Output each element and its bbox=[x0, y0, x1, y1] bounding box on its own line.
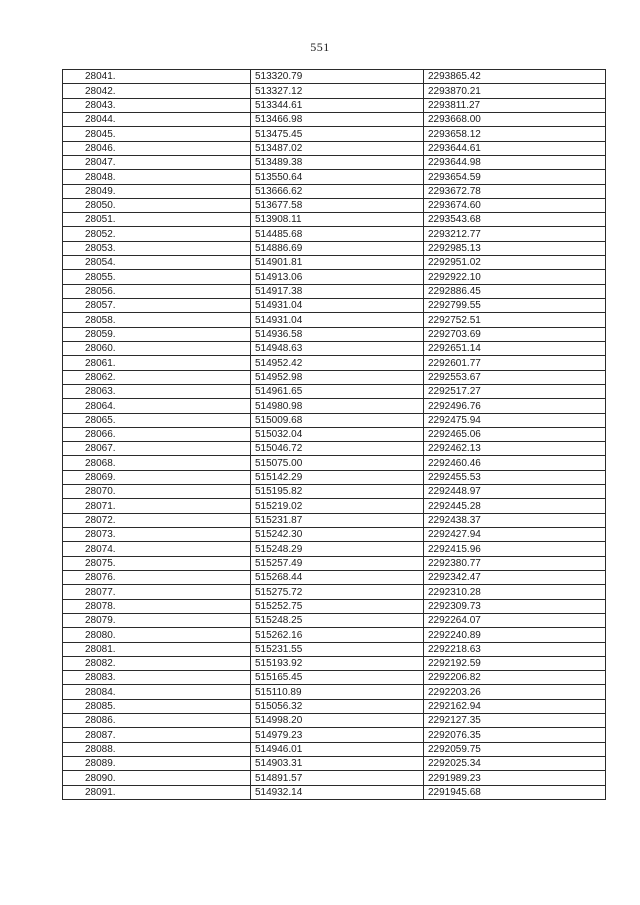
table-row bbox=[63, 299, 606, 313]
x-coordinate-cell: 513320.79 bbox=[251, 70, 424, 84]
x-coordinate-cell: 514931.04 bbox=[251, 299, 424, 313]
point-number-cell: 28050. bbox=[63, 198, 251, 212]
x-coordinate-cell: 515142.29 bbox=[251, 470, 424, 484]
table-row bbox=[63, 213, 606, 227]
point-number-cell: 28073. bbox=[63, 528, 251, 542]
x-coordinate-cell: 515075.00 bbox=[251, 456, 424, 470]
point-number-cell: 28084. bbox=[63, 685, 251, 699]
point-number-cell: 28082. bbox=[63, 656, 251, 670]
point-number-cell: 28051. bbox=[63, 213, 251, 227]
point-number-cell: 28042. bbox=[63, 84, 251, 98]
x-coordinate-cell: 515110.89 bbox=[251, 685, 424, 699]
point-number-cell: 28058. bbox=[63, 313, 251, 327]
point-number-cell: 28062. bbox=[63, 370, 251, 384]
y-coordinate-cell: 2292264.07 bbox=[424, 613, 606, 627]
table-row bbox=[63, 528, 606, 542]
point-number-cell: 28060. bbox=[63, 341, 251, 355]
y-coordinate-cell: 2292455.53 bbox=[424, 470, 606, 484]
point-number-cell: 28052. bbox=[63, 227, 251, 241]
table-row bbox=[63, 341, 606, 355]
point-number-cell: 28081. bbox=[63, 642, 251, 656]
table-row bbox=[63, 742, 606, 756]
y-coordinate-cell: 2292127.35 bbox=[424, 714, 606, 728]
x-coordinate-cell: 515195.82 bbox=[251, 485, 424, 499]
table-row bbox=[63, 399, 606, 413]
x-coordinate-cell: 515032.04 bbox=[251, 427, 424, 441]
point-number-cell: 28069. bbox=[63, 470, 251, 484]
table-row bbox=[63, 513, 606, 527]
y-coordinate-cell: 2292553.67 bbox=[424, 370, 606, 384]
table-row bbox=[63, 313, 606, 327]
point-number-cell: 28070. bbox=[63, 485, 251, 499]
y-coordinate-cell: 2293644.98 bbox=[424, 155, 606, 169]
x-coordinate-cell: 515056.32 bbox=[251, 699, 424, 713]
x-coordinate-cell: 514932.14 bbox=[251, 785, 424, 799]
point-number-cell: 28077. bbox=[63, 585, 251, 599]
x-coordinate-cell: 514946.01 bbox=[251, 742, 424, 756]
point-number-cell: 28079. bbox=[63, 613, 251, 627]
point-number-cell: 28041. bbox=[63, 70, 251, 84]
table-row bbox=[63, 127, 606, 141]
y-coordinate-cell: 2292475.94 bbox=[424, 413, 606, 427]
x-coordinate-cell: 514980.98 bbox=[251, 399, 424, 413]
point-number-cell: 28074. bbox=[63, 542, 251, 556]
x-coordinate-cell: 513550.64 bbox=[251, 170, 424, 184]
y-coordinate-cell: 2293658.12 bbox=[424, 127, 606, 141]
y-coordinate-cell: 2293811.27 bbox=[424, 98, 606, 112]
table-row bbox=[63, 757, 606, 771]
table-row bbox=[63, 685, 606, 699]
table-row bbox=[63, 141, 606, 155]
y-coordinate-cell: 2293674.60 bbox=[424, 198, 606, 212]
table-row bbox=[63, 384, 606, 398]
x-coordinate-cell: 514903.31 bbox=[251, 757, 424, 771]
x-coordinate-cell: 515275.72 bbox=[251, 585, 424, 599]
table-row bbox=[63, 785, 606, 799]
table-row bbox=[63, 628, 606, 642]
table-row bbox=[63, 570, 606, 584]
x-coordinate-cell: 514901.81 bbox=[251, 256, 424, 270]
y-coordinate-cell: 2292076.35 bbox=[424, 728, 606, 742]
table-row bbox=[63, 370, 606, 384]
x-coordinate-cell: 514998.20 bbox=[251, 714, 424, 728]
point-number-cell: 28054. bbox=[63, 256, 251, 270]
point-number-cell: 28048. bbox=[63, 170, 251, 184]
point-number-cell: 28055. bbox=[63, 270, 251, 284]
table-row bbox=[63, 256, 606, 270]
point-number-cell: 28075. bbox=[63, 556, 251, 570]
x-coordinate-cell: 513344.61 bbox=[251, 98, 424, 112]
point-number-cell: 28080. bbox=[63, 628, 251, 642]
table-row bbox=[63, 327, 606, 341]
y-coordinate-cell: 2292240.89 bbox=[424, 628, 606, 642]
table-row bbox=[63, 728, 606, 742]
y-coordinate-cell: 2292951.02 bbox=[424, 256, 606, 270]
y-coordinate-cell: 2293668.00 bbox=[424, 112, 606, 126]
y-coordinate-cell: 2292448.97 bbox=[424, 485, 606, 499]
table-row bbox=[63, 427, 606, 441]
x-coordinate-cell: 515231.55 bbox=[251, 642, 424, 656]
x-coordinate-cell: 514891.57 bbox=[251, 771, 424, 785]
point-number-cell: 28064. bbox=[63, 399, 251, 413]
table-row bbox=[63, 70, 606, 84]
y-coordinate-cell: 2292517.27 bbox=[424, 384, 606, 398]
coordinates-table bbox=[62, 69, 606, 800]
y-coordinate-cell: 2293654.59 bbox=[424, 170, 606, 184]
point-number-cell: 28056. bbox=[63, 284, 251, 298]
table-row bbox=[63, 656, 606, 670]
y-coordinate-cell: 2293870.21 bbox=[424, 84, 606, 98]
y-coordinate-cell: 2292342.47 bbox=[424, 570, 606, 584]
x-coordinate-cell: 515242.30 bbox=[251, 528, 424, 542]
point-number-cell: 28053. bbox=[63, 241, 251, 255]
x-coordinate-cell: 513487.02 bbox=[251, 141, 424, 155]
point-number-cell: 28086. bbox=[63, 714, 251, 728]
point-number-cell: 28085. bbox=[63, 699, 251, 713]
point-number-cell: 28066. bbox=[63, 427, 251, 441]
point-number-cell: 28090. bbox=[63, 771, 251, 785]
table-row bbox=[63, 699, 606, 713]
y-coordinate-cell: 2292601.77 bbox=[424, 356, 606, 370]
y-coordinate-cell: 2292465.06 bbox=[424, 427, 606, 441]
y-coordinate-cell: 2292703.69 bbox=[424, 327, 606, 341]
x-coordinate-cell: 514936.58 bbox=[251, 327, 424, 341]
table-row bbox=[63, 284, 606, 298]
table-row bbox=[63, 599, 606, 613]
y-coordinate-cell: 2292651.14 bbox=[424, 341, 606, 355]
y-coordinate-cell: 2293865.42 bbox=[424, 70, 606, 84]
y-coordinate-cell: 2292922.10 bbox=[424, 270, 606, 284]
table-row bbox=[63, 714, 606, 728]
x-coordinate-cell: 514913.06 bbox=[251, 270, 424, 284]
table-row bbox=[63, 642, 606, 656]
y-coordinate-cell: 2292886.45 bbox=[424, 284, 606, 298]
table-row bbox=[63, 542, 606, 556]
y-coordinate-cell: 2293212.77 bbox=[424, 227, 606, 241]
y-coordinate-cell: 2292445.28 bbox=[424, 499, 606, 513]
x-coordinate-cell: 515046.72 bbox=[251, 442, 424, 456]
y-coordinate-cell: 2292309.73 bbox=[424, 599, 606, 613]
table-row bbox=[63, 485, 606, 499]
y-coordinate-cell: 2292380.77 bbox=[424, 556, 606, 570]
coordinates-table-body bbox=[63, 70, 606, 800]
table-row bbox=[63, 771, 606, 785]
x-coordinate-cell: 514931.04 bbox=[251, 313, 424, 327]
y-coordinate-cell: 2291945.68 bbox=[424, 785, 606, 799]
y-coordinate-cell: 2291989.23 bbox=[424, 771, 606, 785]
y-coordinate-cell: 2292415.96 bbox=[424, 542, 606, 556]
y-coordinate-cell: 2293543.68 bbox=[424, 213, 606, 227]
y-coordinate-cell: 2292752.51 bbox=[424, 313, 606, 327]
x-coordinate-cell: 514886.69 bbox=[251, 241, 424, 255]
x-coordinate-cell: 514948.63 bbox=[251, 341, 424, 355]
point-number-cell: 28063. bbox=[63, 384, 251, 398]
y-coordinate-cell: 2292427.94 bbox=[424, 528, 606, 542]
point-number-cell: 28057. bbox=[63, 299, 251, 313]
x-coordinate-cell: 514485.68 bbox=[251, 227, 424, 241]
x-coordinate-cell: 514952.98 bbox=[251, 370, 424, 384]
point-number-cell: 28088. bbox=[63, 742, 251, 756]
table-row bbox=[63, 413, 606, 427]
table-row bbox=[63, 613, 606, 627]
point-number-cell: 28045. bbox=[63, 127, 251, 141]
point-number-cell: 28067. bbox=[63, 442, 251, 456]
table-row bbox=[63, 556, 606, 570]
point-number-cell: 28068. bbox=[63, 456, 251, 470]
x-coordinate-cell: 515219.02 bbox=[251, 499, 424, 513]
x-coordinate-cell: 514952.42 bbox=[251, 356, 424, 370]
y-coordinate-cell: 2292162.94 bbox=[424, 699, 606, 713]
x-coordinate-cell: 515268.44 bbox=[251, 570, 424, 584]
point-number-cell: 28061. bbox=[63, 356, 251, 370]
table-row bbox=[63, 84, 606, 98]
point-number-cell: 28044. bbox=[63, 112, 251, 126]
x-coordinate-cell: 513489.38 bbox=[251, 155, 424, 169]
x-coordinate-cell: 515257.49 bbox=[251, 556, 424, 570]
table-row bbox=[63, 198, 606, 212]
y-coordinate-cell: 2292460.46 bbox=[424, 456, 606, 470]
table-row bbox=[63, 241, 606, 255]
table-row bbox=[63, 470, 606, 484]
table-row bbox=[63, 671, 606, 685]
x-coordinate-cell: 513677.58 bbox=[251, 198, 424, 212]
point-number-cell: 28089. bbox=[63, 757, 251, 771]
table-row bbox=[63, 442, 606, 456]
x-coordinate-cell: 515193.92 bbox=[251, 656, 424, 670]
point-number-cell: 28065. bbox=[63, 413, 251, 427]
y-coordinate-cell: 2292192.59 bbox=[424, 656, 606, 670]
y-coordinate-cell: 2292203.26 bbox=[424, 685, 606, 699]
point-number-cell: 28049. bbox=[63, 184, 251, 198]
page-number: 551 bbox=[310, 40, 330, 54]
x-coordinate-cell: 515248.25 bbox=[251, 613, 424, 627]
y-coordinate-cell: 2293672.78 bbox=[424, 184, 606, 198]
x-coordinate-cell: 514961.65 bbox=[251, 384, 424, 398]
y-coordinate-cell: 2293644.61 bbox=[424, 141, 606, 155]
point-number-cell: 28076. bbox=[63, 570, 251, 584]
table-row bbox=[63, 356, 606, 370]
point-number-cell: 28047. bbox=[63, 155, 251, 169]
table-row bbox=[63, 227, 606, 241]
x-coordinate-cell: 514917.38 bbox=[251, 284, 424, 298]
point-number-cell: 28078. bbox=[63, 599, 251, 613]
x-coordinate-cell: 515248.29 bbox=[251, 542, 424, 556]
y-coordinate-cell: 2292985.13 bbox=[424, 241, 606, 255]
x-coordinate-cell: 515165.45 bbox=[251, 671, 424, 685]
table-row bbox=[63, 585, 606, 599]
x-coordinate-cell: 513908.11 bbox=[251, 213, 424, 227]
x-coordinate-cell: 515252.75 bbox=[251, 599, 424, 613]
table-row bbox=[63, 98, 606, 112]
table-row bbox=[63, 184, 606, 198]
table-row bbox=[63, 499, 606, 513]
table-row bbox=[63, 112, 606, 126]
point-number-cell: 28046. bbox=[63, 141, 251, 155]
y-coordinate-cell: 2292310.28 bbox=[424, 585, 606, 599]
y-coordinate-cell: 2292059.75 bbox=[424, 742, 606, 756]
x-coordinate-cell: 513327.12 bbox=[251, 84, 424, 98]
y-coordinate-cell: 2292206.82 bbox=[424, 671, 606, 685]
y-coordinate-cell: 2292025.34 bbox=[424, 757, 606, 771]
point-number-cell: 28071. bbox=[63, 499, 251, 513]
point-number-cell: 28043. bbox=[63, 98, 251, 112]
x-coordinate-cell: 513466.98 bbox=[251, 112, 424, 126]
x-coordinate-cell: 513666.62 bbox=[251, 184, 424, 198]
point-number-cell: 28091. bbox=[63, 785, 251, 799]
point-number-cell: 28083. bbox=[63, 671, 251, 685]
y-coordinate-cell: 2292462.13 bbox=[424, 442, 606, 456]
y-coordinate-cell: 2292438.37 bbox=[424, 513, 606, 527]
x-coordinate-cell: 515009.68 bbox=[251, 413, 424, 427]
table-row bbox=[63, 270, 606, 284]
x-coordinate-cell: 515262.16 bbox=[251, 628, 424, 642]
point-number-cell: 28087. bbox=[63, 728, 251, 742]
point-number-cell: 28072. bbox=[63, 513, 251, 527]
x-coordinate-cell: 515231.87 bbox=[251, 513, 424, 527]
y-coordinate-cell: 2292218.63 bbox=[424, 642, 606, 656]
x-coordinate-cell: 514979.23 bbox=[251, 728, 424, 742]
table-row bbox=[63, 456, 606, 470]
table-row bbox=[63, 155, 606, 169]
x-coordinate-cell: 513475.45 bbox=[251, 127, 424, 141]
point-number-cell: 28059. bbox=[63, 327, 251, 341]
y-coordinate-cell: 2292496.76 bbox=[424, 399, 606, 413]
y-coordinate-cell: 2292799.55 bbox=[424, 299, 606, 313]
table-row bbox=[63, 170, 606, 184]
